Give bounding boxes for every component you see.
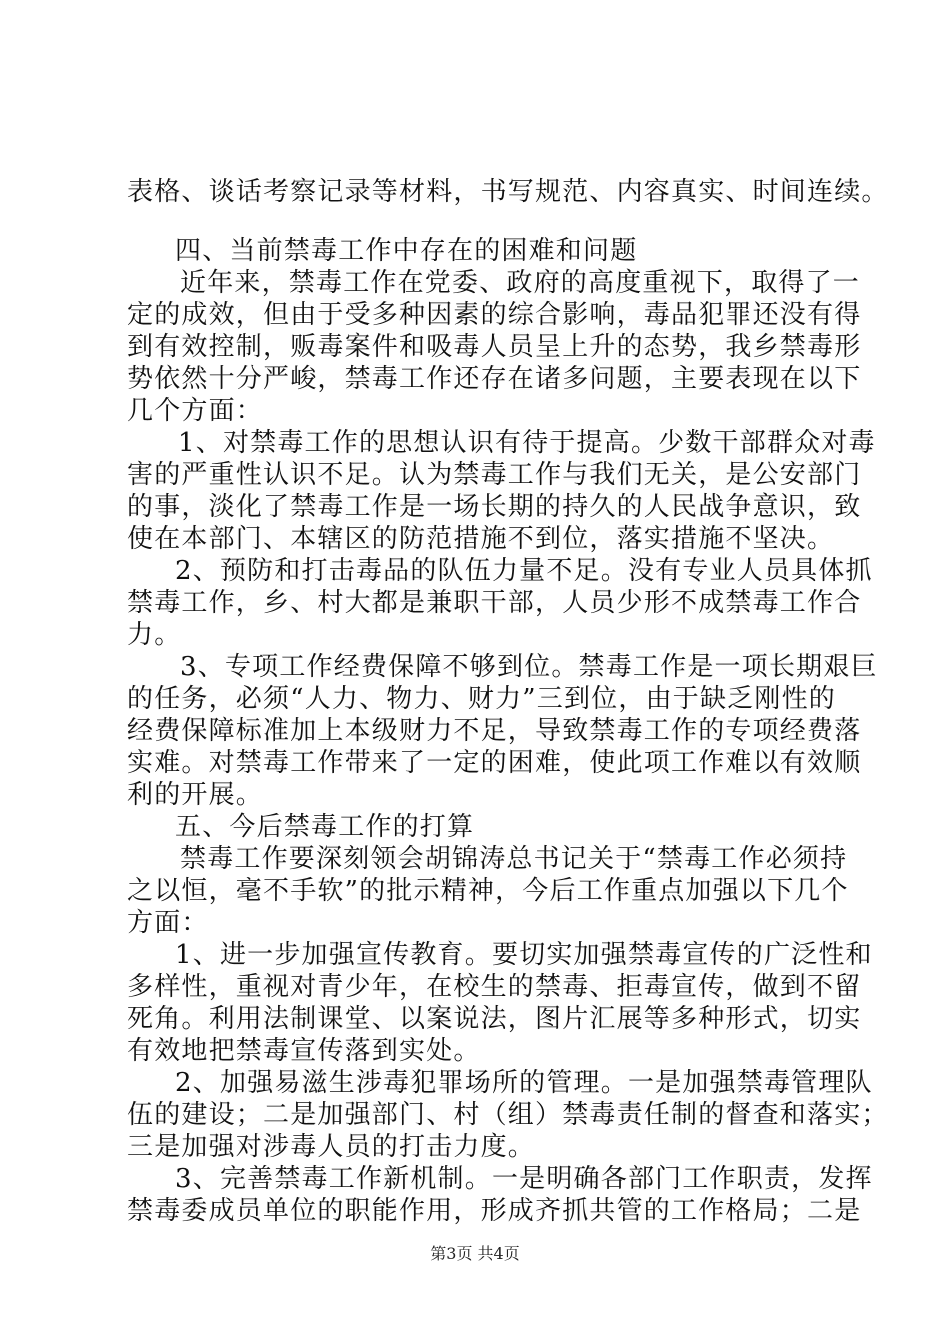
text-line: 的任务，必须“人力、物力、财力”三到位，由于缺乏刚性的: [127, 684, 836, 714]
text-line: 死角。利用法制课堂、以案说法，图片汇展等多种形式，切实: [127, 1004, 862, 1034]
section-heading: 五、今后禁毒工作的打算: [175, 812, 475, 842]
text-line: 近年来，禁毒工作在党委、政府的高度重视下，取得了一: [180, 268, 861, 298]
text-line: 利的开展。: [127, 780, 264, 810]
section-heading: 四、当前禁毒工作中存在的困难和问题: [175, 236, 638, 266]
text-line: 2、预防和打击毒品的队伍力量不足。没有专业人员具体抓: [175, 556, 873, 586]
text-line: 2、加强易滋生涉毒犯罪场所的管理。一是加强禁毒管理队: [175, 1068, 873, 1098]
text-line: 势依然十分严峻，禁毒工作还存在诸多问题，主要表现在以下: [127, 364, 862, 394]
text-line: 的事，淡化了禁毒工作是一场长期的持久的人民战争意识，致: [127, 492, 862, 522]
text-line: 表格、谈话考察记录等材料，书写规范、内容真实、时间连续。: [127, 177, 889, 207]
text-line: 定的成效，但由于受多种因素的综合影响，毒品犯罪还没有得: [127, 300, 862, 330]
text-line: 三是加强对涉毒人员的打击力度。: [127, 1132, 536, 1162]
text-line: 3、专项工作经费保障不够到位。禁毒工作是一项长期艰巨: [180, 652, 878, 682]
text-line: 害的严重性认识不足。认为禁毒工作与我们无关，是公安部门: [127, 460, 862, 490]
text-line: 伍的建设；二是加强部门、村（组）禁毒责任制的督查和落实；: [127, 1100, 889, 1130]
text-line: 经费保障标准加上本级财力不足，导致禁毒工作的专项经费落: [127, 716, 862, 746]
text-line: 使在本部门、本辖区的防范措施不到位，落实措施不坚决。: [127, 524, 835, 554]
text-line: 1、进一步加强宣传教育。要切实加强禁毒宣传的广泛性和: [175, 940, 873, 970]
text-line: 禁毒委成员单位的职能作用，形成齐抓共管的工作格局；二是: [127, 1196, 862, 1226]
text-line: 禁毒工作，乡、村大都是兼职干部，人员少形不成禁毒工作合: [127, 588, 862, 618]
page-number-footer: 第3页 共4页: [430, 1244, 520, 1263]
text-line: 3、完善禁毒工作新机制。一是明确各部门工作职责，发挥: [175, 1164, 873, 1194]
text-line: 力。: [127, 620, 182, 650]
text-line: 禁毒工作要深刻领会胡锦涛总书记关于“禁毒工作必须持: [180, 844, 848, 874]
text-line: 实难。对禁毒工作带来了一定的困难，使此项工作难以有效顺: [127, 748, 862, 778]
text-line: 多样性，重视对青少年，在校生的禁毒、拒毒宣传，做到不留: [127, 972, 862, 1002]
text-line: 之以恒，毫不手软”的批示精神，今后工作重点加强以下几个: [127, 876, 849, 906]
text-line: 到有效控制，贩毒案件和吸毒人员呈上升的态势，我乡禁毒形: [127, 332, 862, 362]
text-line: 1、对禁毒工作的思想认识有待于提高。少数干部群众对毒: [178, 428, 876, 458]
text-line: 有效地把禁毒宣传落到实处。: [127, 1036, 481, 1066]
text-line: 方面：: [127, 908, 209, 938]
text-line: 几个方面：: [127, 396, 264, 426]
